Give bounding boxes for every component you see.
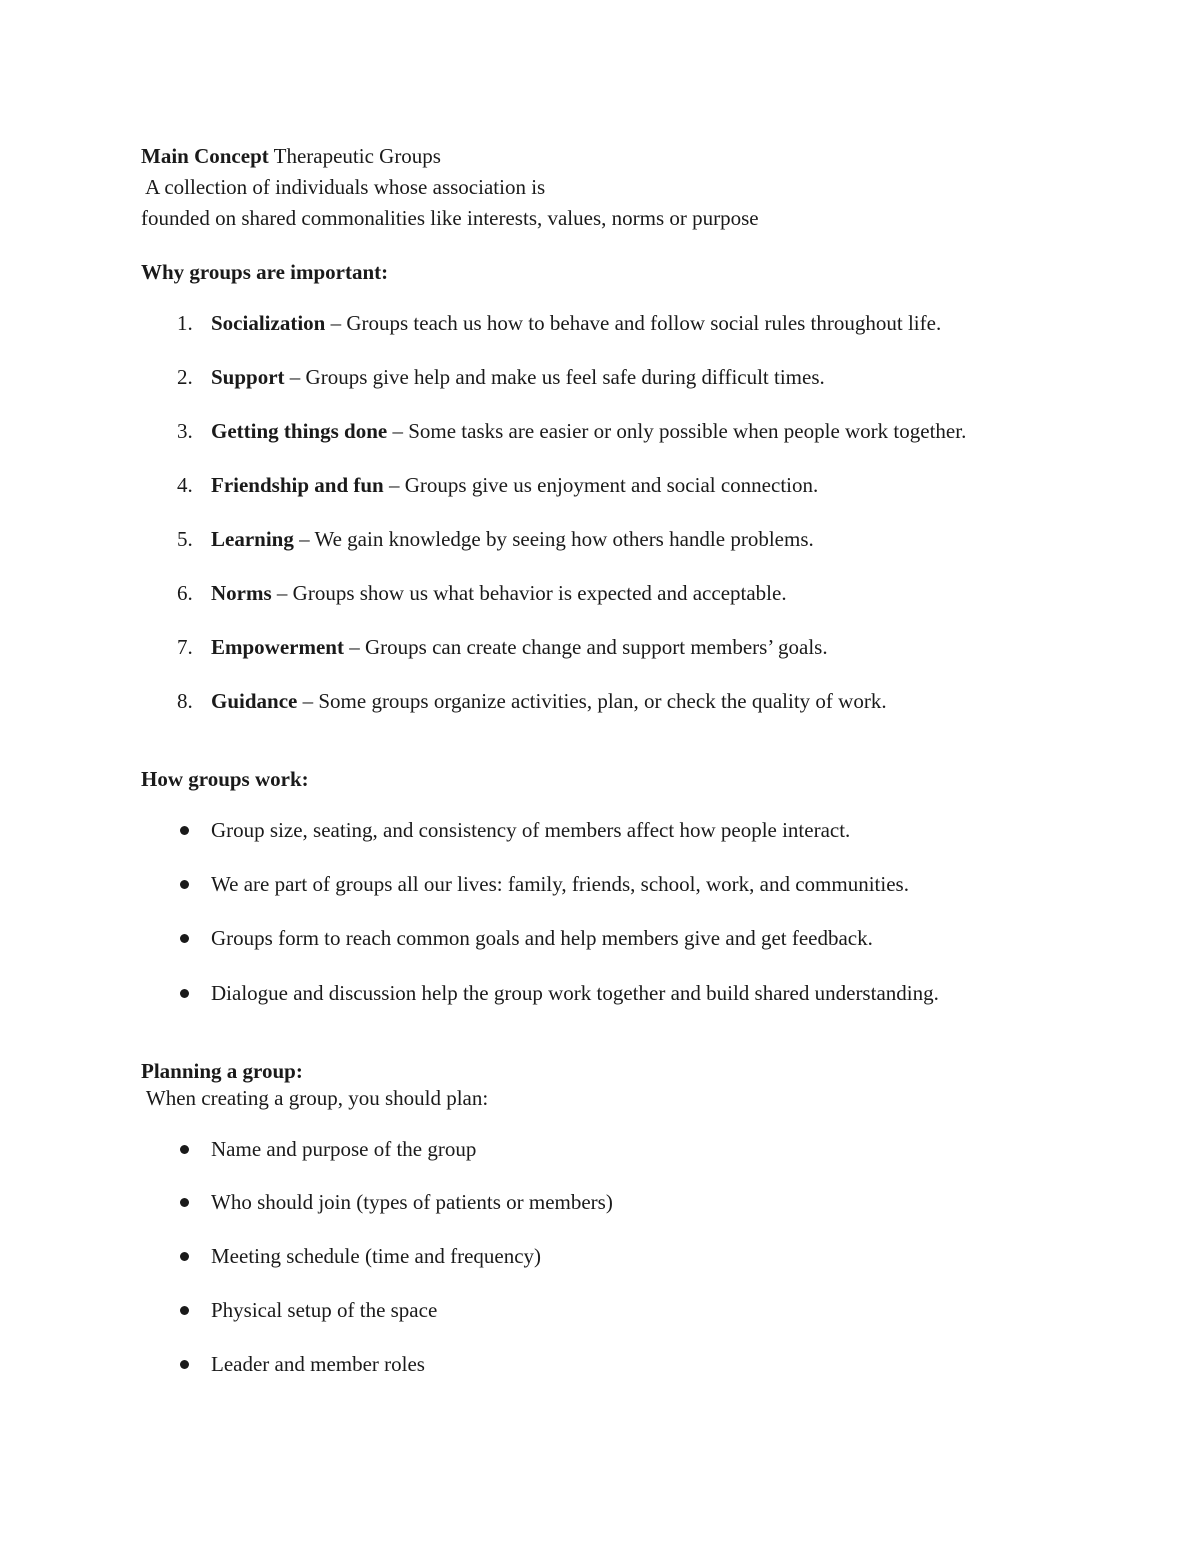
item-description: – Some tasks are easier or only possible when people work together. — [387, 419, 967, 443]
item-term: Support — [211, 365, 285, 389]
item-term: Socialization — [211, 311, 326, 335]
bullet-icon — [180, 1306, 189, 1315]
list-number: 7. — [177, 635, 193, 659]
item-description: – Groups give help and make us feel safe during difficult times. — [284, 365, 825, 389]
item-term: Empowerment — [211, 635, 344, 659]
item-text: Groups form to reach common goals and help members give and get feedback. — [211, 926, 873, 950]
why-list-item — [141, 362, 1101, 393]
item-term: Guidance — [211, 689, 298, 713]
list-number: 2. — [177, 365, 193, 389]
main-concept-title: Therapeutic Groups — [273, 144, 441, 168]
how-list-item — [141, 815, 1101, 846]
bullet-icon — [180, 989, 189, 998]
bullet-icon — [180, 1360, 189, 1369]
bullet-icon — [180, 934, 189, 943]
why-list-item — [141, 524, 1101, 555]
list-number: 1. — [177, 311, 193, 335]
item-text: Meeting schedule (time and frequency) — [211, 1244, 542, 1268]
item-term: Getting things done — [211, 419, 388, 443]
definition-line-1: A collection of individuals whose association is — [141, 175, 546, 199]
planning-list-item — [141, 1241, 1101, 1272]
item-description: – Some groups organize activities, plan, or check the quality of work. — [297, 689, 887, 713]
list-number: 3. — [177, 419, 193, 443]
item-text: Who should join (types of patients or members) — [211, 1190, 613, 1214]
planning-list-item — [141, 1187, 1101, 1218]
item-term: Friendship and fun — [211, 473, 384, 497]
why-list-item — [141, 686, 1101, 717]
planning-intro: When creating a group, you should plan: — [141, 1086, 489, 1110]
item-description: – Groups teach us how to behave and follow social rules throughout life. — [325, 311, 942, 335]
bullet-icon — [180, 880, 189, 889]
how-heading: How groups work: — [141, 767, 309, 791]
why-list-item — [141, 308, 1101, 339]
item-text: Leader and member roles — [211, 1352, 425, 1376]
main-concept-label: Main Concept — [141, 144, 269, 168]
bullet-icon — [180, 826, 189, 835]
list-number: 5. — [177, 527, 193, 551]
item-text: Physical setup of the space — [211, 1298, 438, 1322]
bullet-icon — [180, 1198, 189, 1207]
item-text: Dialogue and discussion help the group work together and build shared understanding. — [211, 981, 939, 1005]
item-description: – We gain knowledge by seeing how others handle problems. — [293, 527, 814, 551]
how-list-item — [141, 869, 1101, 900]
item-description: – Groups give us enjoyment and social connection. — [383, 473, 819, 497]
item-text: Group size, seating, and consistency of members affect how people interact. — [211, 818, 851, 842]
why-list-item — [141, 578, 1101, 609]
item-text: We are part of groups all our lives: family, friends, school, work, and communities. — [211, 872, 909, 896]
item-description: – Groups can create change and support members’ goals. — [343, 635, 828, 659]
planning-list-item — [141, 1134, 1101, 1165]
definition-line-2: founded on shared commonalities like interests, values, norms or purpose — [141, 206, 759, 230]
why-list-item — [141, 470, 1101, 501]
item-description: – Groups show us what behavior is expected and acceptable. — [271, 581, 787, 605]
item-term: Norms — [211, 581, 272, 605]
why-list-item — [141, 416, 1101, 447]
main-concept-line — [141, 141, 1101, 172]
bullet-icon — [180, 1252, 189, 1261]
bullet-icon — [180, 1145, 189, 1154]
how-list-item — [141, 923, 1101, 954]
how-list-item — [141, 978, 1101, 1009]
item-term: Learning — [211, 527, 294, 551]
planning-list-item — [141, 1295, 1101, 1326]
planning-heading: Planning a group: — [141, 1059, 303, 1083]
list-number: 4. — [177, 473, 193, 497]
why-list-item — [141, 632, 1101, 663]
why-heading: Why groups are important: — [141, 260, 389, 284]
list-number: 6. — [177, 581, 193, 605]
list-number: 8. — [177, 689, 193, 713]
item-text: Name and purpose of the group — [211, 1137, 477, 1161]
planning-list-item — [141, 1349, 1101, 1380]
